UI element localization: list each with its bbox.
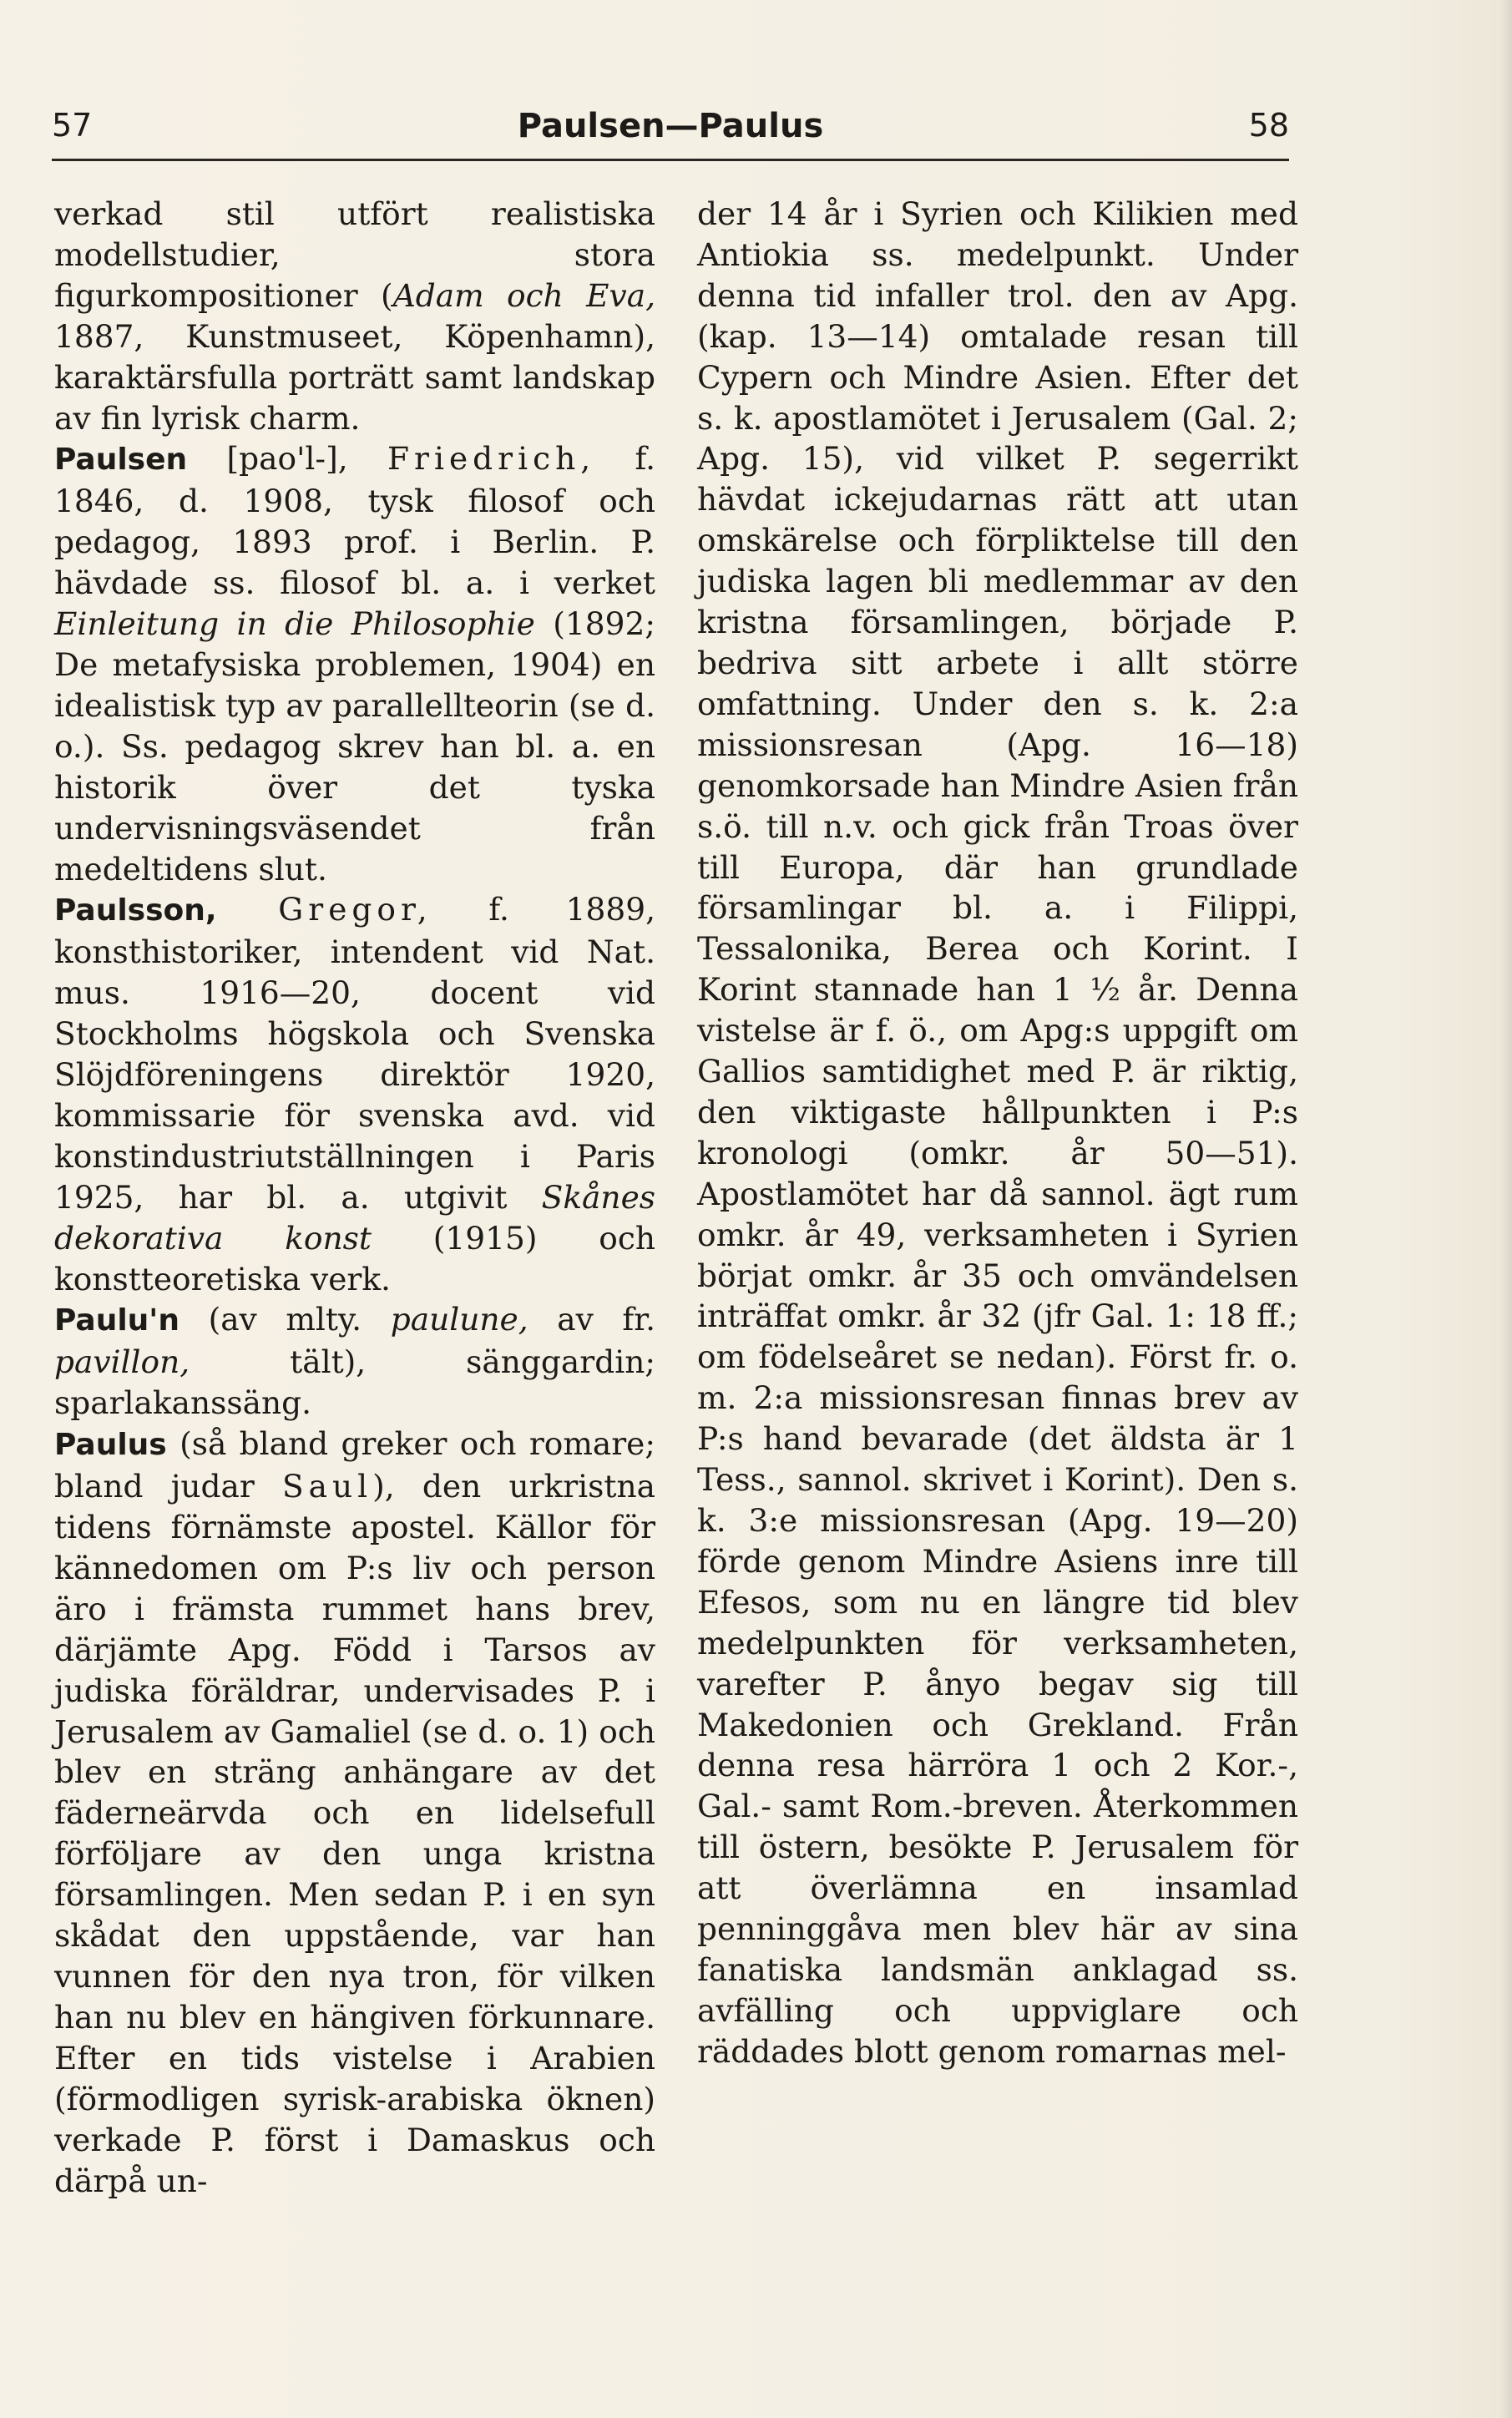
right-column (697, 194, 1298, 2072)
italic-title: Adam och Eva, (392, 276, 655, 314)
headword: Paulsen (54, 443, 188, 478)
italic-title: Skånes dekorativa konst (54, 1178, 655, 1257)
text-run: verkad stil utfört realistiska modellstudier, stora figurkompositioner ( (54, 195, 655, 314)
text-run: (av mlty. (179, 1301, 391, 1338)
entry-paulsson-gregor (54, 889, 655, 1299)
text-run: f. 1846, d. 1908, tysk filosof och pedagog, 1893 prof. i Berlin. P. hävdade ss. filosof bl. a. i verket (54, 440, 655, 602)
entry-paulus-continued: der 14 år i Syrien och Kilikien med Antiokia ss. medelpunkt. Under denna tid infaller trol. den av Apg. (kap. 13—14) omtalade resan till Cypern och Mindre Asien. Efter det s. k. apostlamötet i Jerusalem (Gal. 2; Apg. 15), vid vilket P. segerrikt hävdat ickejudarnas rätt att utan omskärelse och förpliktelse till den judiska lagen bli medlemmar av den kristna församlingen, började P. bedriva sitt arbete i allt större omfattning. Under den s. k. 2:a missionsresan (Apg. 16—18) genomkorsade han Mindre Asien från s.ö. till n.v. och gick från Troas över till Europa, där han grundlade församlingar bl. a. i Filippi, Tessalonika, Berea och Korint. I Korint stannade han 1 ½ år. Denna vistelse är f. ö., om Apg:s uppgift om Gallios samtidighet med P. är riktig, den viktigaste hållpunkten i P:s kronologi (omkr. år 50—51). Apostlamötet har då sannol. ägt rum omkr. år 49, verksamheten i Syrien börjat omkr. år 35 och omvändelsen inträffat omkr. år 32 (jfr Gal. 1: 18 ff.; om födelseåret se nedan). Först fr. o. m. 2:a missionsresan finnas brev av P:s hand bevarade (det äldsta är 1 Tess., sannol. skrivet i Korint). Den s. k. 3:e missionsresan (Apg. 19—20) förde genom Mindre Asiens inre till Efesos, som nu en längre tid blev medelpunkten för verksamheten, varefter P. ånyo begav sig till Makedonien och Grekland. Från denna resa härröra 1 och 2 Kor.-, Gal.- samt Rom.-breven. Återkommen till östern, besökte P. Jerusalem för att överlämna en insamlad penninggåva men blev här av sina fanatiska landsmän anklagad ss. avfälling och uppviglare och räddades blott genom romarnas mel- (697, 195, 1298, 2070)
italic-title: Einleitung in die Philosophie (54, 605, 535, 643)
headword: Paulus (54, 1428, 167, 1463)
page-number-left: 57 (52, 107, 93, 144)
left-column (54, 194, 655, 2201)
entry-paulus (54, 1424, 655, 2201)
continued-entry-paragraph (54, 194, 655, 438)
running-title: Paulsen—Paulus (517, 107, 824, 145)
pronunciation: [pao'l-], (187, 440, 388, 478)
text-run: 1887, Kunstmuseet, Köpenhamn), karaktärsfulla porträtt samt landskap av fin lyrisk charm. (54, 317, 655, 437)
headword: Paulu'n (54, 1303, 180, 1338)
text-run: av fr. (528, 1301, 655, 1338)
text-run: f. 1889, konsthistoriker, intendent vid Nat. mus. 1916—20, docent vid Stockholms högskola och Svenska Slöjdföreningens direktör 1920, kommissarie för svenska avd. vid konstindustriutställningen i Paris 1925, har bl. a. utgivit (54, 891, 655, 1216)
entry-paulsen-friedrich (54, 438, 655, 889)
spaced-name: Saul (281, 1468, 373, 1505)
text-run: (så bland greker och romare; bland judar (54, 1425, 655, 1505)
header-rule (52, 159, 1289, 161)
italic-word: pavillon, (54, 1343, 190, 1381)
text-run: (1892; De metafysiska problemen, 1904) en idealistisk typ av parallellteorin (se d. o.). Ss. pedagog skrev han bl. a. en historik över det tyska undervisningsväsendet från medeltidens slut. (54, 605, 655, 888)
text-run: tält), sänggardin; sparlakanssäng. (54, 1343, 655, 1422)
italic-word: paulune, (390, 1301, 528, 1338)
given-name: Gregor, (216, 891, 432, 928)
running-header (52, 107, 1289, 154)
given-name: Friedrich, (387, 440, 596, 478)
text-run: (1915) och konstteoretiska verk. (54, 1219, 655, 1298)
entry-paulun (54, 1299, 655, 1424)
text-run: ), den urkristna tidens förnämste apostel. Källor för kännedomen om P:s liv och person äro i främsta rummet hans brev, därjämte Apg. Född i Tarsos av judiska föräldrar, undervisades P. i Jerusalem av Gamaliel (se d. o. 1) och blev en sträng anhängare av det fäderneärvda och en lidelsefull förföljare av den unga kristna församlingen. Men sedan P. i en syn skådat den uppstående, var han vunnen för den nya tron, för vilken han nu blev en hängiven förkunnare. Efter en tids vistelse i Arabien (förmodligen syrisk-arabiska öknen) verkade P. först i Damaskus och därpå un- (54, 1468, 655, 2199)
page-edge-shadow (1500, 0, 1512, 2418)
headword: Paulsson, (54, 893, 217, 928)
page-number-right: 58 (1248, 107, 1289, 144)
